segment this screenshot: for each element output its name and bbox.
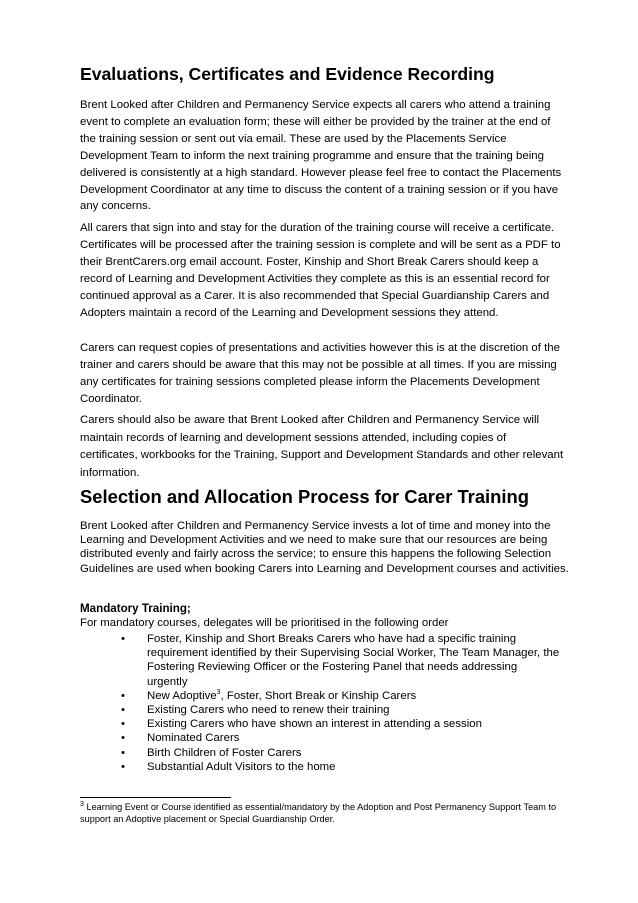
bullet-icon: •	[121, 732, 125, 745]
section-heading-evaluations: Evaluations, Certificates and Evidence Recording	[80, 64, 495, 84]
paragraph-certificates: All carers that sign into and stay for the duration of the training course will receive a certificate. Certificates will be processed after the training session is complete and will be sent as a PDF to their BrentCarers.org email account. Foster, Kinship and Short Break Carers should keep a record of Learning and Development Activities they complete as this is an essential record for continued approval as a Carer. It is also recommended that Special Guardianship Carers and Adopters maintain a record of the Learning and Development sessions they attend.	[80, 222, 561, 319]
mandatory-training-title: Mandatory Training;	[80, 602, 191, 615]
list-item-text: New Adoptive	[147, 689, 217, 702]
list-item	[80, 632, 560, 689]
mandatory-training-intro: For mandatory courses, delegates will be prioritised in the following order	[80, 617, 449, 629]
list-item-text: Existing Carers who have shown an interest in attending a session	[147, 718, 482, 731]
paragraph-evaluations: Brent Looked after Children and Permanency Service expects all carers who attend a training event to complete an evaluation form; these will either be provided by the trainer at the end of the training session or sent out via email. These are used by the Placements Service Development Team to inform the next training programme and ensure that the training being delivered is consistently at a high standard. However please feel free to contact the Placements Development Coordinator at any time to discuss the content of a training session or if you have any concerns.	[80, 99, 562, 213]
list-item	[80, 731, 560, 745]
list-item-text: Substantial Adult Visitors to the home	[147, 760, 336, 773]
list-item-text: Foster, Kinship and Short Breaks Carers who have had a specific training requirement identified by their Supervising Social Worker, The Team Manager, the Fostering Reviewing Officer or the Fostering Panel that needs addressing urgently	[147, 633, 560, 688]
list-item	[80, 689, 560, 703]
bullet-icon: •	[121, 718, 125, 731]
footnote-reference[interactable]: 3	[216, 689, 221, 697]
footnote-text: Learning Event or Course identified as essential/mandatory by the Adoption and Post Permanency Support Team to support an Adoptive placement or Special Guardianship Order.	[80, 802, 557, 824]
bullet-icon: •	[121, 633, 125, 645]
list-item-text: Existing Carers who need to renew their training	[147, 704, 390, 717]
bullet-icon: •	[121, 704, 125, 717]
paragraph-selection-intro: Brent Looked after Children and Permanency Service invests a lot of time and money into the Learning and Development Activities and we need to make sure that our resources are being distributed evenly and fairly across the service; to ensure this happens the following Selection Guidelines are used when booking Carers into Learning and Development courses and activities.	[80, 520, 569, 575]
paragraph-presentations: Carers can request copies of presentations and activities however this is at the discretion of the trainer and carers should be aware that this may not be possible at all times. If you are missing any certificates for training sessions completed please inform the Placements Development Coordinator.	[80, 342, 560, 405]
paragraph-records: Carers should also be aware that Brent Looked after Children and Permanency Service will maintain records of learning and development sessions attended, including copies of certificates, workbooks for the Training, Support and Development Standards and other relevant information.	[80, 414, 564, 479]
list-item	[80, 760, 560, 774]
bullet-icon: •	[121, 760, 125, 773]
list-item	[80, 703, 560, 717]
list-item-text: Nominated Carers	[147, 732, 240, 745]
bullet-icon: •	[121, 689, 125, 702]
bullet-icon: •	[121, 746, 125, 759]
footnote-divider	[80, 797, 231, 798]
list-item	[80, 746, 560, 760]
list-item-text: Birth Children of Foster Carers	[147, 746, 302, 759]
footnote	[80, 801, 566, 825]
footnote-marker: 3	[80, 800, 84, 808]
list-item	[80, 717, 560, 731]
priority-list	[80, 632, 560, 774]
section-heading-selection: Selection and Allocation Process for Carer Training	[80, 486, 529, 507]
list-item-text-rest: , Foster, Short Break or Kinship Carers	[220, 689, 417, 702]
